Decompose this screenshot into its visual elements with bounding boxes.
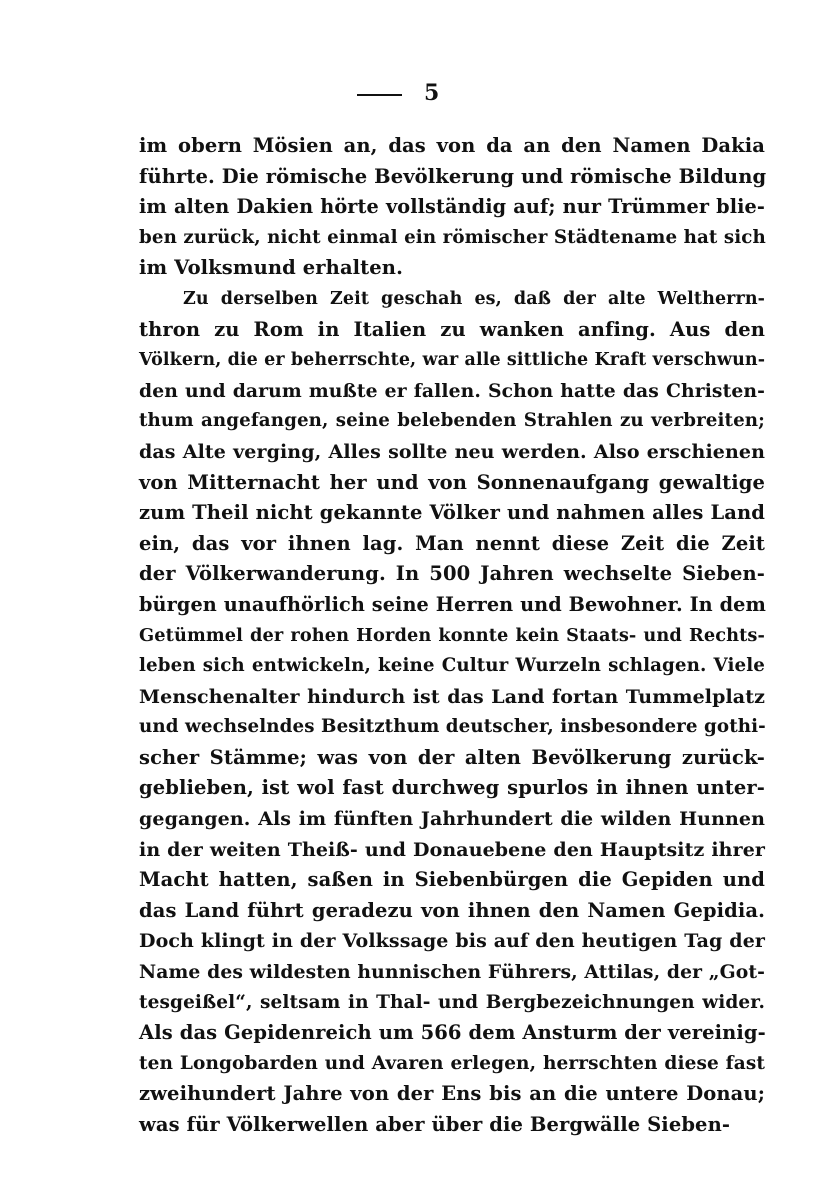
text-line: Name des wildesten hunnischen Führers, Attilas, der „Got-	[139, 961, 765, 984]
text-line: leben sich entwickeln, keine Cultur Wurzeln schlagen. Viele	[139, 655, 765, 677]
text-line: der Völkerwanderung. In 500 Jahren wechselte Sieben-	[139, 562, 765, 586]
text-line: thum angefangen, seine belebenden Strahlen zu verbreiten;	[139, 410, 765, 432]
text-line: das Alte verging, Alles sollte neu werden. Also erschienen	[139, 440, 765, 463]
text-line: führte. Die römische Bevölkerung und römische Bildung	[139, 164, 767, 188]
text-line: im obern Mösien an, das von da an den Namen Dakia	[139, 134, 765, 157]
text-line: scher Stämme; was von der alten Bevölkerung zurück-	[139, 745, 765, 769]
text-line: bürgen unaufhörlich seine Herren und Bewohner. In dem	[139, 592, 766, 616]
page-number: 5	[424, 80, 440, 106]
text-line: Völkern, die er beherrschte, war alle sittliche Kraft verschwun-	[139, 350, 766, 371]
text-line: und wechselndes Besitzthum deutscher, insbesondere gothi-	[139, 716, 766, 738]
text-line: den und darum mußte er fallen. Schon hatte das Christen-	[139, 379, 765, 402]
text-line: im alten Dakien hörte vollständig auf; nur Trümmer blie-	[139, 195, 765, 219]
text-line: Menschenalter hindurch ist das Land fortan Tummelplatz	[139, 685, 765, 708]
text-line: tesgeißel“, seltsam in Thal- und Bergbezeichnungen wider.	[139, 991, 765, 1013]
page-header	[0, 76, 840, 110]
text-line: ein, das vor ihnen lag. Man nennt diese Zeit die Zeit	[139, 531, 765, 555]
text-line: Doch klingt in der Volkssage bis auf den heutigen Tag der	[139, 930, 765, 953]
text-line: Zu derselben Zeit geschah es, daß der alte Weltherrn-	[183, 288, 765, 309]
body-text	[139, 131, 765, 1141]
text-line: zweihundert Jahre von der Ens bis an die untere Donau;	[139, 1082, 765, 1106]
text-line: von Mitternacht her und von Sonnenaufgang gewaltige	[139, 470, 765, 494]
text-line: geblieben, ist wol fast durchweg spurlos in ihnen unter-	[139, 776, 765, 800]
text-line: Getümmel der rohen Horden konnte kein Staats- und Rechts-	[139, 624, 765, 646]
text-line: thron zu Rom in Italien zu wanken anfing. Aus den	[139, 317, 765, 341]
text-line: zum Theil nicht gekannte Völker und nahmen alles Land	[139, 501, 765, 525]
text-line: gegangen. Als im fünften Jahrhundert die wilden Hunnen	[139, 808, 765, 831]
paragraph	[139, 131, 765, 284]
text-line: im Volksmund erhalten.	[139, 256, 403, 280]
text-line: Macht hatten, saßen in Siebenbürgen die Gepiden und	[139, 868, 765, 892]
paragraph	[139, 284, 765, 1141]
text-line: das Land führt geradezu von ihnen den Namen Gepidia.	[139, 898, 765, 922]
text-line: ten Longobarden und Avaren erlegen, herrschten diese fast	[139, 1052, 765, 1074]
text-line: Als das Gepidenreich um 566 dem Ansturm der vereinig-	[139, 1021, 766, 1045]
header-rule	[357, 94, 402, 96]
text-line: ben zurück, nicht einmal ein römischer Städtename hat sich	[139, 226, 766, 248]
text-line: was für Völkerwellen aber über die Bergwälle Sieben-	[139, 1113, 731, 1136]
text-line: in der weiten Theiß- und Donauebene den Hauptsitz ihrer	[139, 838, 765, 861]
